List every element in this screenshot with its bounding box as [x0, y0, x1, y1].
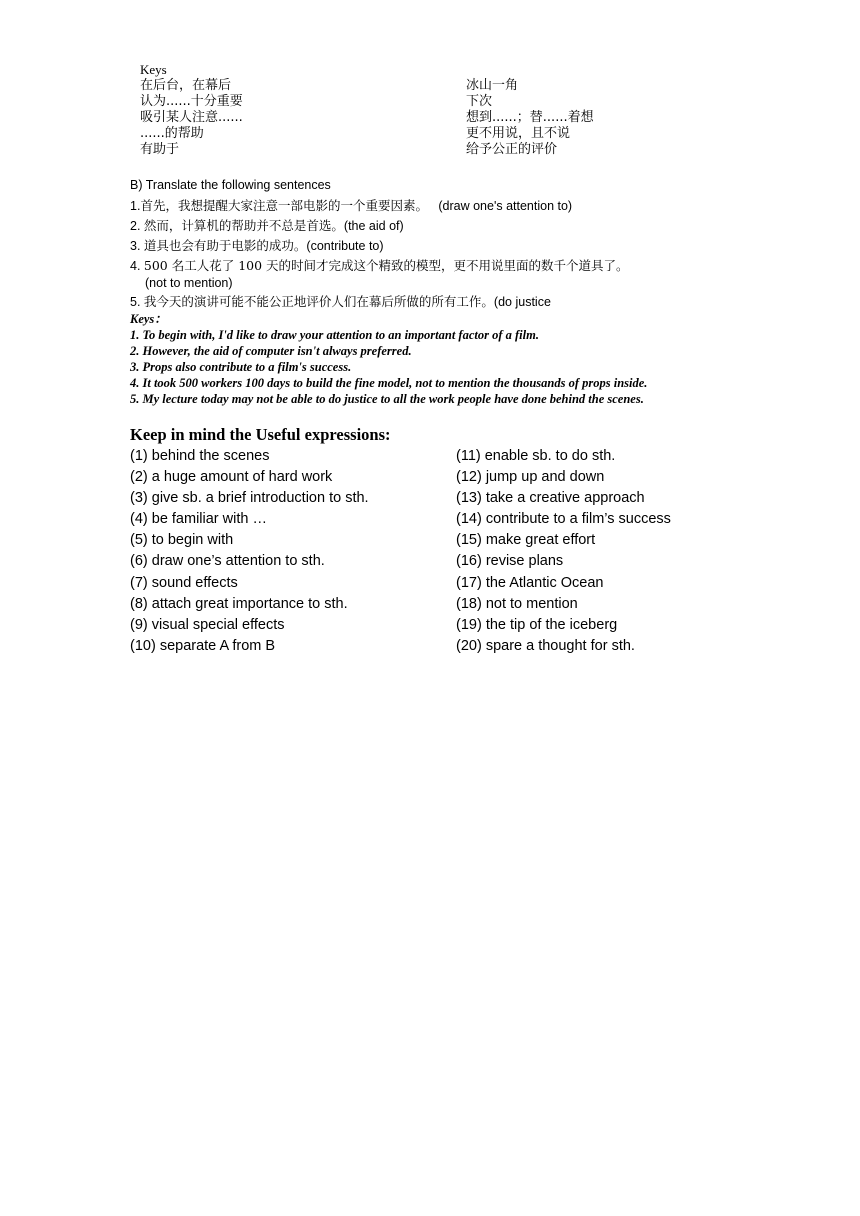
key-answer: 5. My lecture today may not be able to do justice to all the work people have done behind the scenes.	[130, 392, 644, 406]
expression-item: (17) the Atlantic Ocean	[456, 574, 604, 591]
expression-item: (5) to begin with	[130, 532, 234, 549]
sentence-chinese: 500 名工人花了 100 天的时间才完成这个精致的模型，更不用说里面的数千个道具了。	[143, 258, 629, 273]
expression-item: (2) a huge amount of hard work	[130, 469, 333, 486]
expressions-left-column	[130, 446, 369, 657]
key-item: 在后台，在幕后	[140, 78, 232, 93]
key-item: 认为......十分重要	[140, 94, 243, 109]
keys-right-column	[466, 78, 594, 158]
sentence-4-hint: (not to mention)	[145, 276, 233, 290]
keys-left-column	[140, 78, 243, 158]
expression-item: (1) behind the scenes	[130, 448, 270, 464]
expression-item: (8) attach great importance to sth.	[130, 595, 348, 612]
sentence-chinese: 然而，计算机的帮助并不总是首选。	[143, 218, 344, 233]
sentence-number: 5.	[130, 295, 144, 309]
sentence-number: 3.	[130, 239, 144, 253]
sentence-hint: (draw one's attention to)	[438, 199, 573, 213]
expression-item: (18) not to mention	[456, 595, 578, 612]
expression-item: (12) jump up and down	[456, 469, 605, 486]
sentence-chinese: 首先，我想提醒大家注意一部电影的一个重要因素。	[140, 198, 428, 213]
key-item: ......的帮助	[140, 126, 204, 141]
expression-item: (20) spare a thought for sth.	[456, 637, 635, 654]
expression-item: (11) enable sb. to do sth.	[456, 448, 616, 464]
sentence-number: 4.	[130, 259, 144, 273]
key-item: 给予公正的评价	[466, 142, 558, 157]
sentence-2	[130, 216, 750, 236]
sentence-4	[130, 256, 750, 276]
expression-item: (9) visual special effects	[130, 616, 285, 633]
sentence-hint: (the aid of)	[343, 219, 404, 233]
key-answer: 1. To begin with, I'd like to draw your attention to an important factor of a film.	[130, 328, 539, 342]
sentence-hint: (do justice	[493, 295, 551, 309]
expression-item: (6) draw one’s attention to sth.	[130, 553, 325, 570]
useful-expressions-title: Keep in mind the Useful expressions:	[130, 425, 391, 444]
sentence-hint: (contribute to)	[306, 239, 384, 253]
sentence-3	[130, 236, 750, 256]
sentence-5	[130, 292, 750, 312]
key-answer: 4. It took 500 workers 100 days to build the fine model, not to mention the thousands of props inside.	[130, 376, 648, 390]
expressions-right-column	[456, 446, 671, 657]
expression-item: (15) make great effort	[456, 532, 596, 549]
keys-title: Keys	[140, 62, 167, 77]
key-item: 下次	[466, 94, 493, 109]
key-answer: 3. Props also contribute to a film's success.	[130, 360, 352, 374]
expression-item: (16) revise plans	[456, 553, 564, 570]
section-heading: B) Translate the following sentences	[130, 178, 331, 192]
translation-section	[130, 177, 750, 312]
expression-item: (10) separate A from B	[130, 637, 276, 654]
keys-label: Keys：	[130, 312, 167, 326]
sentence-number: 2.	[130, 219, 144, 233]
key-item: 更不用说，且不说	[466, 126, 571, 141]
expression-item: (3) give sb. a brief introduction to sth.	[130, 490, 369, 507]
key-item: 想到......；替......着想	[466, 110, 594, 125]
sentence-number: 1.	[130, 199, 141, 213]
expression-item: (19) the tip of the iceberg	[456, 616, 618, 633]
expression-item: (7) sound effects	[130, 574, 238, 591]
sentence-1	[130, 196, 750, 216]
sentence-chinese: 道具也会有助于电影的成功。	[143, 238, 307, 253]
expression-item: (14) contribute to a film’s success	[456, 511, 671, 528]
key-item: 有助于	[140, 142, 180, 157]
sentence-chinese: 我今天的演讲可能不能公正地评价人们在幕后所做的所有工作。	[143, 294, 494, 309]
expression-item: (4) be familiar with …	[130, 511, 267, 528]
expression-item: (13) take a creative approach	[456, 490, 645, 507]
key-item: 冰山一角	[466, 78, 519, 93]
key-item: 吸引某人注意......	[140, 110, 243, 125]
translation-keys	[130, 311, 750, 407]
key-answer: 2. However, the aid of computer isn't always preferred.	[130, 344, 412, 358]
